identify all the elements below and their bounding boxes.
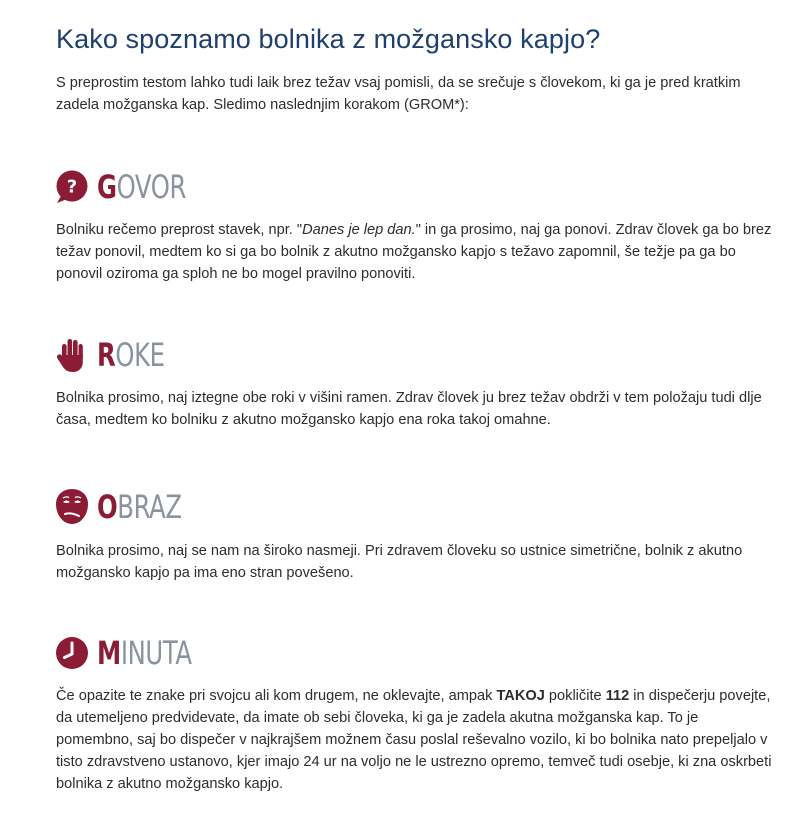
clock-icon — [54, 635, 90, 671]
page-title: Kako spoznamo bolnika z možgansko kapjo? — [56, 24, 601, 54]
question-bubble-icon — [54, 169, 90, 205]
heading-obraz-initial: O — [97, 488, 118, 526]
govor-text-after: " in ga prosimo, naj ga ponovi. Zdrav človek ga bo brez težav ponovil, medtem ko si ga bo bolnik z akutno možgansko kapjo s težavo zapomnil, še težje pa ga bo ponovil oziroma ga sploh ne bo mogel pravilno ponoviti. — [56, 222, 772, 282]
heading-obraz-text — [97, 488, 182, 526]
minuta-text-3: in dispečerju povejte, da utemeljeno predvidevate, da imate ob sebi človeka, ki ga je zadela akutna možganska kap. To je pomembno, saj bo dispečer v najkrajšem možnem času poslal reševalno vozilo, ki bo bolnika nato prepeljalo v tisto zdravstveno ustanovo, kjer imajo 24 ur na voljo ne le ustrezno opremo, temveč tudi osebje, ki zna oskrbeti bolnika z akutno možgansko kapjo. — [56, 688, 772, 792]
heading-minuta-text — [97, 634, 192, 672]
heading-minuta-initial: M — [97, 634, 121, 672]
heading-govor — [54, 168, 214, 206]
minuta-text-1: Če opazite te znake pri svojcu ali kom drugem, ne oklevajte, ampak — [56, 688, 497, 704]
roke-paragraph: Bolnika prosimo, naj iztegne obe roki v višini ramen. Zdrav človek ju brez težav obdrži v tem položaju tudi dlje časa, medtem ko bolniku z akutno možgansko kapjo ena roka takoj omahne. — [56, 390, 762, 428]
intro-paragraph: S preprostim testom lahko tudi laik brez težav vsaj pomisli, da se srečuje s človekom, ki ga je pred kratkim zadela možganska kap. Sledimo naslednjim korakom (GROM*): — [56, 75, 741, 113]
heading-roke-text — [97, 336, 165, 374]
heading-govor-rest: OVOR — [116, 168, 187, 206]
heading-govor-initial: G — [97, 168, 117, 206]
heading-govor-text — [97, 168, 186, 206]
face-mask-icon — [54, 488, 90, 526]
heading-obraz — [54, 488, 208, 526]
heading-roke — [54, 336, 186, 374]
minuta-text-2: pokličite — [544, 688, 606, 704]
govor-text-before: Bolniku rečemo preprost stavek, npr. " — [56, 222, 303, 238]
minuta-emergency-number: 112 — [605, 688, 630, 704]
govor-paragraph — [56, 219, 776, 285]
heading-roke-initial: R — [97, 336, 116, 374]
heading-obraz-rest: BRAZ — [117, 488, 182, 526]
minuta-paragraph — [56, 685, 776, 795]
minuta-takoj: TAKOJ — [496, 688, 545, 704]
heading-minuta-rest: INUTA — [120, 634, 192, 672]
govor-example-sentence: Danes je lep dan. — [302, 222, 416, 238]
hand-icon — [54, 337, 90, 373]
heading-minuta — [54, 634, 222, 672]
svg-text:?: ? — [66, 176, 78, 198]
obraz-paragraph: Bolnika prosimo, naj se nam na široko nasmeji. Pri zdravem človeku so ustnice simetrične, bolnik z akutno možgansko kapjo pa ima eno stran povešeno. — [56, 543, 743, 581]
heading-roke-rest: OKE — [115, 336, 165, 374]
